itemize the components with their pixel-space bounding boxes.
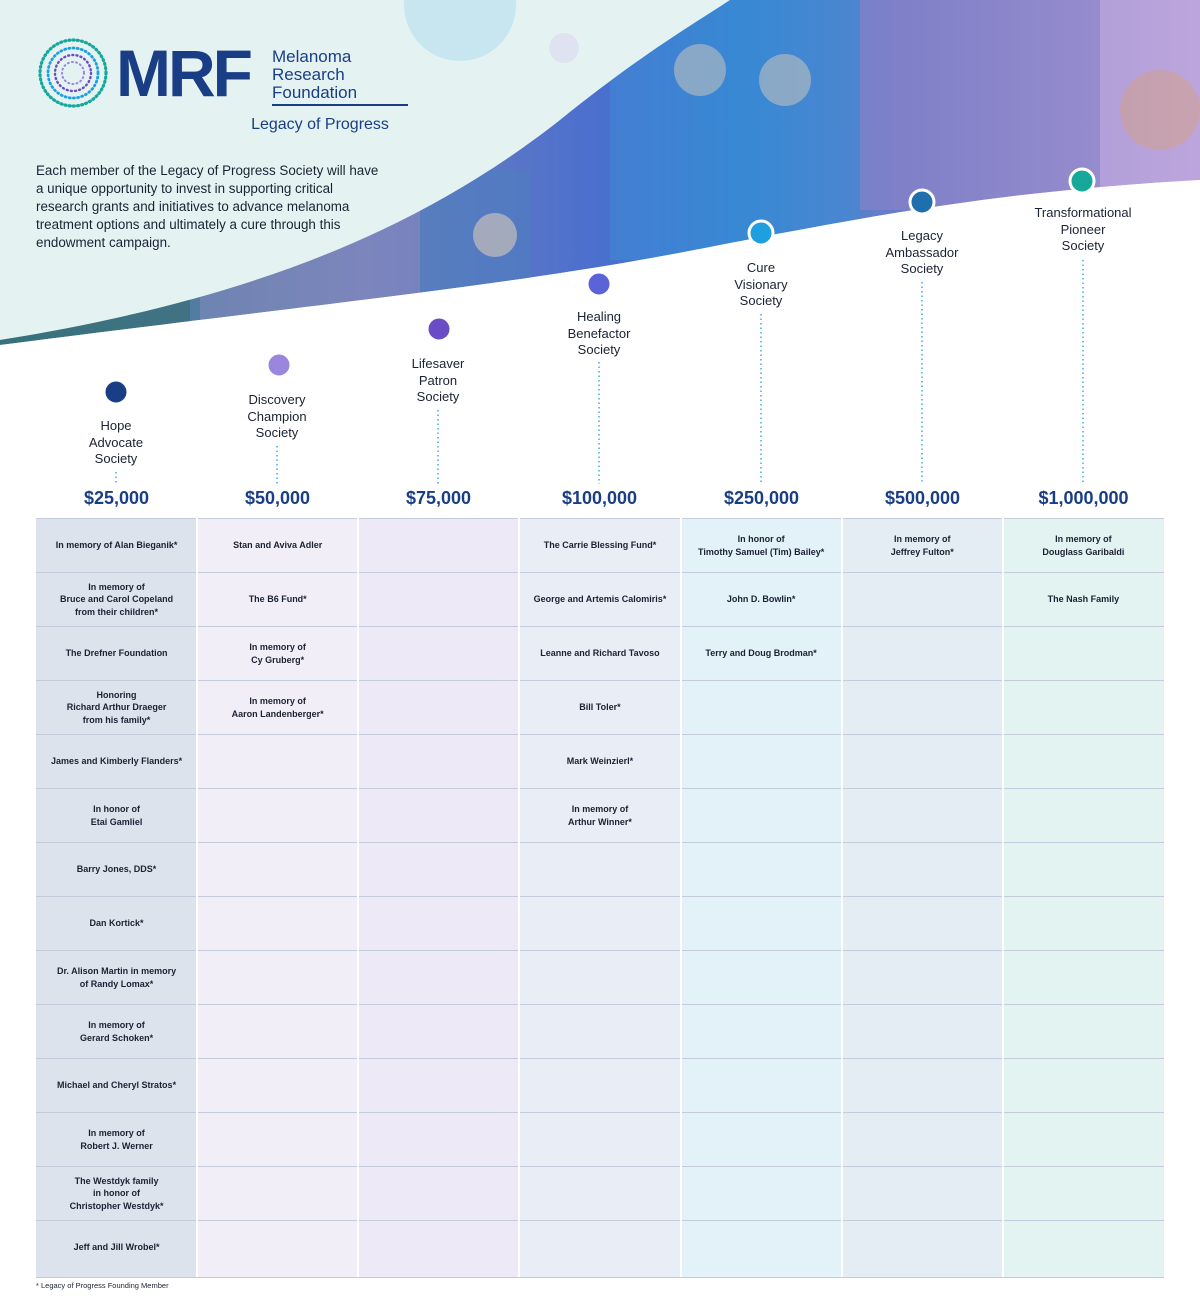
member-cell — [681, 681, 842, 734]
table-row — [36, 1220, 1164, 1274]
member-cell — [358, 789, 519, 842]
table-row — [36, 572, 1164, 626]
member-cell — [197, 1221, 358, 1274]
member-cell: In memory of Cy Gruberg* — [249, 642, 306, 665]
member-cell: The Westdyk family in honor of Christopher Westdyk* — [69, 1175, 164, 1211]
member-cell — [358, 1221, 519, 1274]
member-cell — [197, 1167, 358, 1220]
member-cell: Honoring Richard Arthur Draeger from his family* — [66, 689, 167, 725]
member-cell — [358, 951, 519, 1004]
member-cell — [519, 1113, 680, 1166]
member-cell — [842, 1059, 1003, 1112]
member-cell — [197, 1005, 358, 1058]
member-cell — [197, 843, 358, 896]
member-cell — [842, 573, 1003, 626]
logo-divider — [272, 104, 408, 106]
member-cell — [1003, 1005, 1164, 1058]
member-cell: Terry and Doug Brodman* — [705, 648, 817, 659]
member-cell — [681, 735, 842, 788]
member-cell — [197, 1113, 358, 1166]
society-label-legacy: Legacy Ambassador Society — [885, 228, 959, 276]
member-cell: In memory of Robert J. Werner — [80, 1128, 153, 1151]
member-cell — [197, 951, 358, 1004]
member-cell — [519, 1221, 680, 1274]
member-cell: James and Kimberly Flanders* — [51, 756, 183, 767]
member-cell — [358, 1005, 519, 1058]
member-cell — [1003, 789, 1164, 842]
member-cell — [358, 627, 519, 680]
member-cell: Dan Kortick* — [89, 918, 144, 929]
member-cell: Barry Jones, DDS* — [76, 864, 157, 875]
members-grid — [36, 518, 1164, 1278]
member-cell — [358, 1113, 519, 1166]
column-divider — [841, 518, 843, 1278]
member-cell: In memory of Jeffrey Fulton* — [890, 534, 954, 557]
member-cell — [681, 1221, 842, 1274]
member-cell: George and Artemis Calomiris* — [533, 594, 667, 605]
member-cell: In memory of Douglass Garibaldi — [1042, 534, 1125, 557]
member-cell — [681, 1167, 842, 1220]
intro-text: Each member of the Legacy of Progress Society will have a unique opportunity to invest in supporting critical research grants and initiatives to advance melanoma treatment options and ultimately a cure through this endowment campaign. — [36, 163, 379, 250]
member-cell — [681, 1113, 842, 1166]
member-cell — [358, 1167, 519, 1220]
member-cell — [519, 951, 680, 1004]
amount-25000: $25,000 — [83, 488, 150, 508]
society-label-discovery: Discovery Champion Society — [247, 392, 307, 440]
logo-tagline: Legacy of Progress — [251, 116, 389, 133]
table-row — [36, 680, 1164, 734]
member-cell — [519, 897, 680, 950]
member-cell — [1003, 1221, 1164, 1274]
member-cell: In memory of Bruce and Carol Copeland from their children* — [60, 581, 174, 617]
member-cell — [358, 519, 519, 572]
member-cell: Bill Toler* — [579, 702, 621, 713]
member-cell — [842, 1221, 1003, 1274]
member-cell — [358, 681, 519, 734]
member-cell — [519, 843, 680, 896]
society-label-healing: Healing Benefactor Society — [567, 309, 631, 357]
member-cell: Jeff and Jill Wrobel* — [73, 1242, 160, 1253]
member-cell: Dr. Alison Martin in memory of Randy Lomax* — [56, 966, 177, 989]
column-divider — [1002, 518, 1004, 1278]
member-cell — [1003, 1113, 1164, 1166]
amount-250000: $250,000 — [723, 488, 800, 508]
member-cell — [842, 789, 1003, 842]
table-row — [36, 734, 1164, 788]
member-cell — [681, 1059, 842, 1112]
member-cell — [197, 897, 358, 950]
table-row — [36, 1166, 1164, 1220]
column-divider — [196, 518, 198, 1278]
member-cell: The Carrie Blessing Fund* — [543, 540, 657, 551]
table-row — [36, 1112, 1164, 1166]
member-cell: Michael and Cheryl Stratos* — [57, 1080, 177, 1091]
amount-1000000: $1,000,000 — [1038, 488, 1129, 508]
amount-500000: $500,000 — [884, 488, 961, 508]
table-row — [36, 896, 1164, 950]
society-label-lifesaver: Lifesaver Patron Society — [411, 356, 465, 404]
member-cell — [681, 951, 842, 1004]
member-cell — [842, 681, 1003, 734]
member-cell: The B6 Fund* — [248, 594, 307, 605]
member-cell — [1003, 951, 1164, 1004]
member-cell — [1003, 897, 1164, 950]
society-label-transformational: Transformational Pioneer Society — [1034, 205, 1132, 253]
amount-100000: $100,000 — [561, 488, 638, 508]
member-cell: John D. Bowlin* — [726, 594, 796, 605]
member-cell — [681, 843, 842, 896]
member-cell — [842, 951, 1003, 1004]
member-cell — [358, 735, 519, 788]
hero-banner — [0, 0, 1200, 520]
table-row — [36, 950, 1164, 1004]
logo-org-name: Melanoma Research Foundation — [272, 47, 358, 102]
member-cell: The Nash Family — [1047, 594, 1120, 605]
member-cell: The Drefner Foundation — [65, 648, 168, 659]
logo-acronym: MRF — [116, 36, 250, 110]
member-cell — [842, 1005, 1003, 1058]
member-cell — [358, 1059, 519, 1112]
member-cell — [681, 1005, 842, 1058]
member-cell: In honor of Etai Gamliel — [90, 804, 143, 827]
table-row — [36, 1004, 1164, 1058]
member-cell — [842, 1167, 1003, 1220]
member-cell — [519, 1059, 680, 1112]
member-cell: In memory of Aaron Landenberger* — [231, 696, 324, 719]
society-label-hope: Hope Advocate Society — [88, 418, 144, 466]
amount-50000: $50,000 — [244, 488, 311, 508]
member-cell — [1003, 1059, 1164, 1112]
member-cell — [519, 1167, 680, 1220]
member-cell — [1003, 735, 1164, 788]
member-cell: In memory of Arthur Winner* — [568, 804, 632, 827]
member-cell — [1003, 843, 1164, 896]
member-cell — [842, 897, 1003, 950]
column-divider — [680, 518, 682, 1278]
table-row — [36, 788, 1164, 842]
member-cell — [197, 735, 358, 788]
member-cell: In memory of Gerard Schoken* — [80, 1020, 154, 1043]
member-cell — [842, 843, 1003, 896]
member-cell: Leanne and Richard Tavoso — [540, 648, 660, 659]
member-cell: Stan and Aviva Adler — [233, 540, 323, 551]
member-cell — [681, 897, 842, 950]
member-cell — [358, 573, 519, 626]
member-cell: In honor of Timothy Samuel (Tim) Bailey* — [698, 534, 825, 557]
table-row — [36, 842, 1164, 896]
society-label-cure: Cure Visionary Society — [734, 260, 788, 308]
member-cell — [1003, 627, 1164, 680]
column-divider — [357, 518, 359, 1278]
footnote: * Legacy of Progress Founding Member — [36, 1281, 169, 1290]
member-cell — [358, 897, 519, 950]
member-cell — [1003, 1167, 1164, 1220]
member-cell — [842, 735, 1003, 788]
grid-bottom-rule — [36, 1277, 1164, 1278]
table-row — [36, 1058, 1164, 1112]
mrf-logo — [36, 36, 389, 136]
logo-swirl-icon — [36, 36, 110, 110]
member-cell — [197, 1059, 358, 1112]
amount-75000: $75,000 — [405, 488, 472, 508]
member-cell — [681, 789, 842, 842]
member-cell — [842, 627, 1003, 680]
member-cell — [358, 843, 519, 896]
column-divider — [518, 518, 520, 1278]
member-cell: In memory of Alan Bieganik* — [55, 540, 178, 551]
member-cell — [842, 1113, 1003, 1166]
member-cell — [1003, 681, 1164, 734]
member-cell — [519, 1005, 680, 1058]
member-cell — [197, 789, 358, 842]
table-row — [36, 626, 1164, 680]
member-cell: Mark Weinzierl* — [566, 756, 634, 767]
table-row — [36, 518, 1164, 572]
